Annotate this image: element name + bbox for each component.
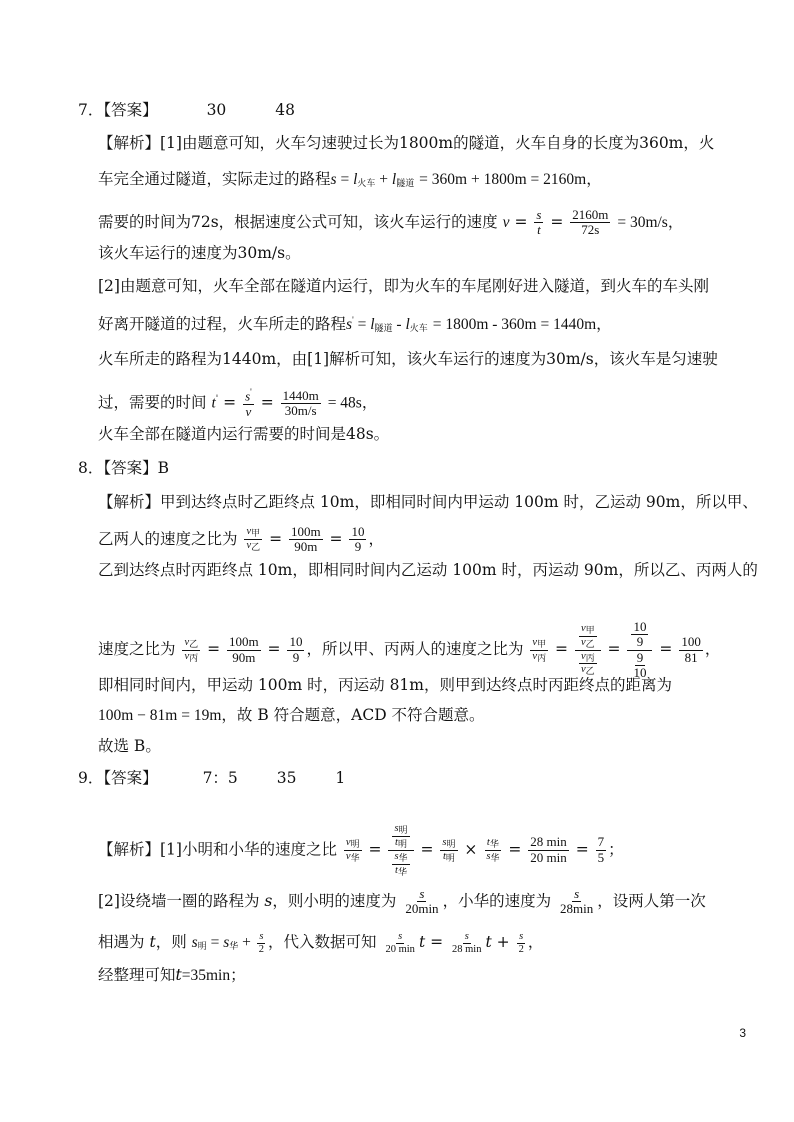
q9-answer-3: 1 (335, 769, 346, 787)
q7-line-2: 车完全通过隧道，实际走过的路程$s = l_{火车} + l_{隧道} = 360m + 1800m = 2160m$， (98, 170, 602, 188)
q7-answer-2: 48 (275, 101, 295, 119)
q9-answer-1: 7：5 (202, 769, 238, 787)
q7-line-1: 【解析】[1]由题意可知，火车匀速驶过长为1800m的隧道，火车自身的长度为360m，火 (98, 134, 715, 152)
q7-line-9: 火车全部在隧道内运行需要的时间是48s。 (98, 425, 390, 443)
q9-answer-2: 35 (276, 769, 297, 787)
q7-answer-header: 7．【答案】 30 48 (78, 101, 295, 119)
q7-line-7: 火车所走的路程为1440m，由[1]解析可知，该火车运行的速度为30m/s，该火车是匀速驶 (98, 350, 718, 368)
page-number: 3 (739, 1026, 746, 1040)
q9-line-3: 相遇为 t，则 $s_明 = s_华$ + $\frac{s}{2}$ ，代入数据可知 $\frac{s}{20 \min}$ t = $\frac{s}{28 \min}$ t + $\frac{s}{2}$ ， (98, 931, 544, 955)
q7-line-6: 好离开隧道的过程，火车所走的路程$s' = l_{隧道} - l_{火车} = 1800m - 360m = 1440m$， (98, 315, 612, 334)
q9-line-1: 【解析】[1]小明和小华的速度之比 $\frac{v_明}{v_华}$ = $\frac{\frac{s_明}{t_明}}{\frac{s_华}{t_华}}$ = $\frac{s_明}{t_明}$ × $\frac{t_华}{s_华}$ = $\frac{28 \min}{20 \min}$ = $\frac{7}{5}$ ； (98, 823, 624, 877)
q8-answer-header: 8．【答案】B (78, 459, 170, 477)
q8-line-5: 即相同时间内，甲运动 100m 时，丙运动 81m，则甲到达终点时丙距终点的距离为 (98, 676, 672, 694)
q9-line-4: 经整理可知t=35min； (98, 966, 246, 984)
q7-line-4: 该火车运行的速度为30m/s。 (98, 244, 301, 262)
q9-answer-header: 9．【答案】 7：5 35 1 (78, 769, 346, 787)
q8-line-6: 100m − 81m = 19m，故 B 符合题意，ACD 不符合题意。 (98, 706, 485, 724)
q8-line-1: 【解析】甲到达终点时乙距终点 10m，即相同时间内甲运动 100m 时，乙运动 90m，所以甲、 (98, 493, 758, 511)
q7-line-8: 过，需要的时间 t' = $\frac{s'}{v}$ = $\frac{1440m}{30m/s}$ = 48s， (98, 387, 378, 419)
q7-answer-1: 30 (206, 101, 227, 119)
q8-line-7: 故选 B。 (98, 737, 161, 755)
q9-line-2: [2]设绕墙一圈的路程为 s，则小明的速度为 $\frac{s}{20\min}$ ，小华的速度为 $\frac{s}{28\min}$ ，设两人第一次 (98, 886, 706, 917)
q8-line-2: 乙两人的速度之比为 $\frac{v_甲}{v_乙}$ = $\frac{100m}{90m}$ = $\frac{10}{9}$ ， (98, 524, 384, 555)
q7-line-5: [2]由题意可知，火车全部在隧道内运行，即为火车的车尾刚好进入隧道，到火车的车头刚 (98, 277, 709, 295)
q8-line-3: 乙到达终点时丙距终点 10m，即相同时间内乙运动 100m 时，丙运动 90m，所以乙、丙两人的 (98, 561, 758, 579)
q7-line-3: 需要的时间为72s，根据速度公式可知，该火车运行的速度 v = $\frac{s}{t}$ = $\frac{2160m}{72s}$ = 30m/s， (98, 207, 684, 238)
q8-line-4: 速度之比为 $\frac{v_乙}{v_丙}$ = $\frac{100m}{90m}$ = $\frac{10}{9}$ ，所以甲、丙两人的速度之比为 $\frac{v_甲}{v_丙}$ = $\frac{\frac{v_甲}{v_乙}}{\frac{v_丙}{v_乙}}$ = $\frac{\frac{10}{9}}{\frac{9}{10}}$ = $\frac{100}{81}$ ， (98, 619, 721, 680)
